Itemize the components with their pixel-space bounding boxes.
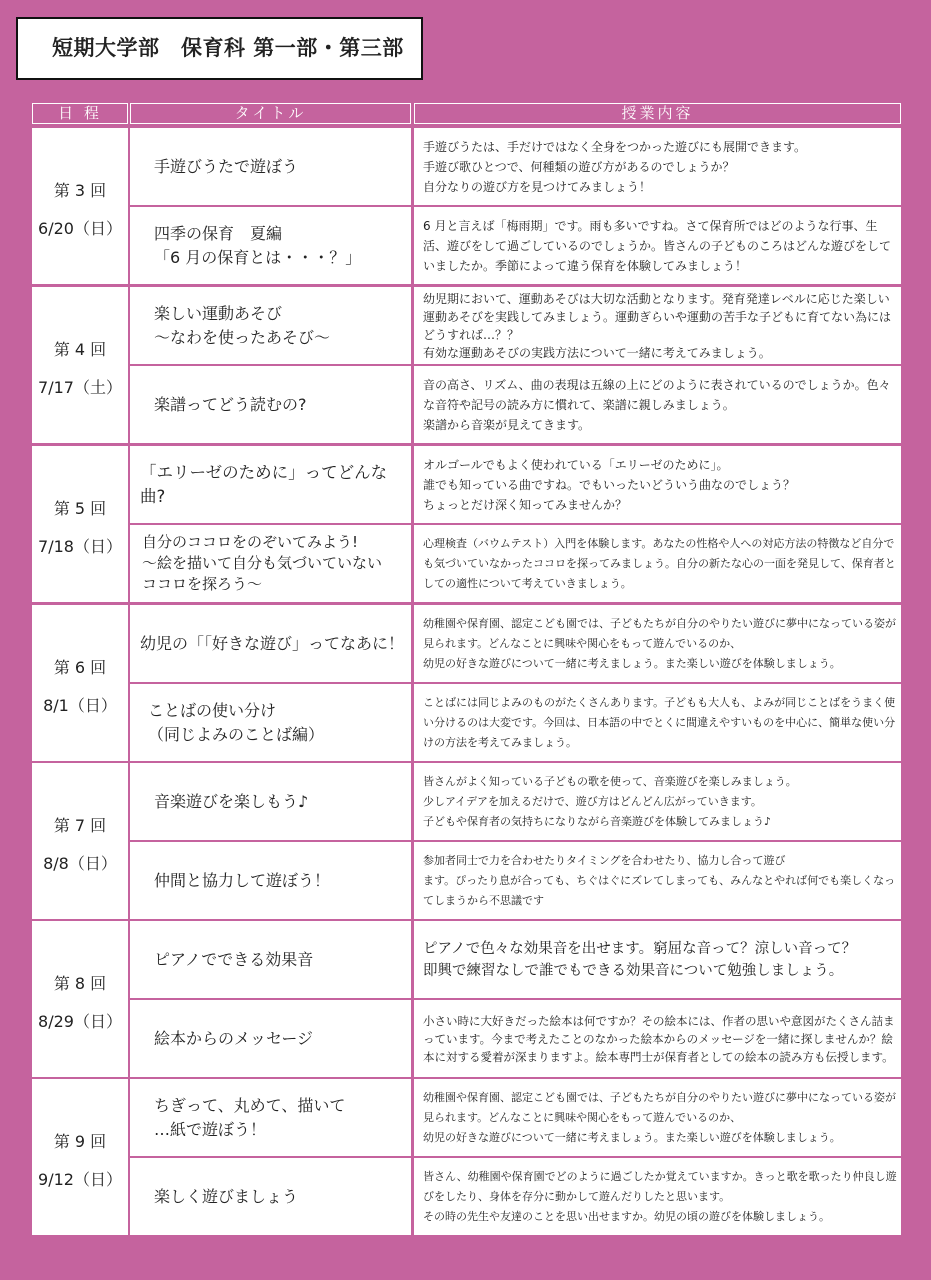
class-row: [130, 287, 901, 364]
class-title: 自分のココロをのぞいてみよう! ～絵を描いて自分も気づいていない ココロを探ろう～: [130, 525, 411, 602]
class-content: 皆さん、幼稚園や保育園でどのように過ごしたか覚えていますか。きっと歌を歌ったり仲良し遊びをしたり、身体を存分に動かして遊んだりしたと思います。 その時の先生や友達のことを思い出せますか。幼児の頃の遊びを体験しましょう。: [414, 1158, 901, 1235]
class-title: 仲間と協力して遊ぼう！: [130, 842, 411, 919]
page-title: 短期大学部 保育科 第一部・第三部: [16, 17, 423, 80]
class-row: [130, 1000, 901, 1077]
class-content: 幼児期において、運動あそびは大切な活動となります。発育発達レベルに応じた楽しい運動あそびを実践してみましょう。運動ぎらいや運動の苦手な子どもに育てない為にはどうすれば…？？ 有効な運動あそびの実践方法について一緒に考えてみましょう。: [414, 287, 901, 364]
session-number: 第 9 回: [53, 1132, 107, 1151]
class-row: [130, 366, 901, 443]
class-title: 楽しい運動あそび ～なわを使ったあそび～: [130, 287, 411, 364]
class-row: [130, 446, 901, 523]
session-number: 第 8 回: [53, 974, 107, 993]
class-content: 6 月と言えば「梅雨期」です。雨も多いですね。さて保育所ではどのような行事、生活、遊びをして過ごしているのでしょうか。皆さんの子どものころはどんな遊びをしていましたか。季節によって違う保育を体験してみましょう！: [414, 207, 901, 284]
class-content: 小さい時に大好きだった絵本は何ですか？その絵本には、作者の思いや意図がたくさん詰まっています。今まで考えたことのなかった絵本からのメッセージを一緒に探しませんか？絵本に対する愛着が深まりますよ。絵本専門士が保育者としての絵本の読み方も伝授します。: [414, 1000, 901, 1077]
date-cell: [32, 287, 128, 443]
class-content: オルゴールでもよく使われている「エリーゼのために」。 誰でも知っている曲ですね。でもいったいどういう曲なのでしょう？ ちょっとだけ深く知ってみませんか？: [414, 446, 901, 523]
class-title: 四季の保育 夏編 「6 月の保育とは・・・？」: [130, 207, 411, 284]
class-row: [130, 207, 901, 284]
class-title: 手遊びうたで遊ぼう: [130, 128, 411, 205]
session-block: [32, 763, 901, 921]
class-title: 幼児の「「好きな遊び」ってなあに！: [130, 605, 411, 682]
header-title: タイトル: [130, 103, 411, 124]
class-content: 幼稚園や保育園、認定こども園では、子どもたちが自分のやりたい遊びに夢中になっている姿が見られます。どんなことに興味や関心をもって遊んでいるのか、 幼児の好きな遊びについて一緒に考えましょう。また楽しい遊びを体験しましょう。: [414, 605, 901, 682]
class-row: [130, 684, 901, 761]
class-content: ピアノで色々な効果音を出せます。窮屈な音って？涼しい音って？ 即興で練習なしで誰でもできる効果音について勉強しましょう。: [414, 921, 901, 998]
class-row: [130, 128, 901, 205]
class-title: ピアノでできる効果音: [130, 921, 411, 998]
session-block: [32, 287, 901, 445]
class-title: 「エリーゼのために」ってどんな曲?: [130, 446, 411, 523]
class-row: [130, 842, 901, 919]
date-cell: [32, 446, 128, 602]
session-number: 第 4 回: [53, 340, 107, 359]
session-block: [32, 446, 901, 604]
date-cell: [32, 605, 128, 761]
class-row: [130, 921, 901, 998]
session-number: 第 5 回: [53, 499, 107, 518]
class-title: ちぎって、丸めて、描いて …紙で遊ぼう！: [130, 1079, 411, 1156]
header-date: 日 程: [32, 103, 128, 124]
session-date: 7/18（日）: [38, 537, 122, 556]
session-block: [32, 605, 901, 763]
class-content: 幼稚園や保育園、認定こども園では、子どもたちが自分のやりたい遊びに夢中になっている姿が見られます。どんなことに興味や関心をもって遊んでいるのか、 幼児の好きな遊びについて一緒に考えましょう。また楽しい遊びを体験しましょう。: [414, 1079, 901, 1156]
class-title: ことばの使い分け （同じよみのことば編）: [130, 684, 411, 761]
session-date: 7/17（土）: [38, 378, 122, 397]
session-number: 第 7 回: [53, 816, 107, 835]
class-row: [130, 525, 901, 602]
class-row: [130, 1158, 901, 1235]
session-number: 第 3 回: [53, 181, 107, 200]
session-block: [32, 921, 901, 1079]
session-date: 6/20（日）: [38, 219, 122, 238]
session-block: [32, 1079, 901, 1237]
class-content: 手遊びうたは、手だけではなく全身をつかった遊びにも展開できます。 手遊び歌ひとつで、何種類の遊び方があるのでしょうか？ 自分なりの遊び方を見つけてみましょう！: [414, 128, 901, 205]
date-cell: [32, 921, 128, 1077]
session-number: 第 6 回: [53, 658, 107, 677]
header-content: 授業内容: [414, 103, 901, 124]
session-date: 9/12（日）: [38, 1170, 122, 1189]
session-block: [32, 128, 901, 286]
class-title: 音楽遊びを楽しもう♪: [130, 763, 411, 840]
date-cell: [32, 1079, 128, 1235]
session-date: 8/1（日）: [43, 696, 117, 715]
class-content: 参加者同士で力を合わせたりタイミングを合わせたり、協力し合って遊び ます。ぴったり息が合っても、ちぐはぐにズレてしまっても、みんなとやれば何でも楽しくなってしまうから不思議です: [414, 842, 901, 919]
class-content: 皆さんがよく知っている子どもの歌を使って、音楽遊びを楽しみましょう。 少しアイデアを加えるだけで、遊び方はどんどん広がっていきます。 子どもや保育者の気持ちになりながら音楽遊びを体験してみましょう♪: [414, 763, 901, 840]
date-cell: [32, 128, 128, 284]
class-row: [130, 763, 901, 840]
class-content: 音の高さ、リズム、曲の表現は五線の上にどのように表されているのでしょうか。色々な音符や記号の読み方に慣れて、楽譜に親しみましょう。 楽譜から音楽が見えてきます。: [414, 366, 901, 443]
session-date: 8/29（日）: [38, 1012, 122, 1031]
class-title: 楽譜ってどう読むの?: [130, 366, 411, 443]
date-cell: [32, 763, 128, 919]
class-content: 心理検査（バウムテスト）入門を体験します。あなたの性格や人への対応方法の特徴など自分でも気づいていなかったココロを探ってみましょう。自分の新たな心の一面を発見して、保育者としての適性について考えていきましょう。: [414, 525, 901, 602]
class-title: 絵本からのメッセージ: [130, 1000, 411, 1077]
class-row: [130, 1079, 901, 1156]
class-title: 楽しく遊びましょう: [130, 1158, 411, 1235]
session-date: 8/8（日）: [43, 854, 117, 873]
class-row: [130, 605, 901, 682]
class-content: ことばには同じよみのものがたくさんあります。子どもも大人も、よみが同じことばをうまく使い分けるのは大変です。今回は、日本語の中でとくに間違えやすいものを中心に、簡単な使い分けの方法を考えてみましょう。: [414, 684, 901, 761]
